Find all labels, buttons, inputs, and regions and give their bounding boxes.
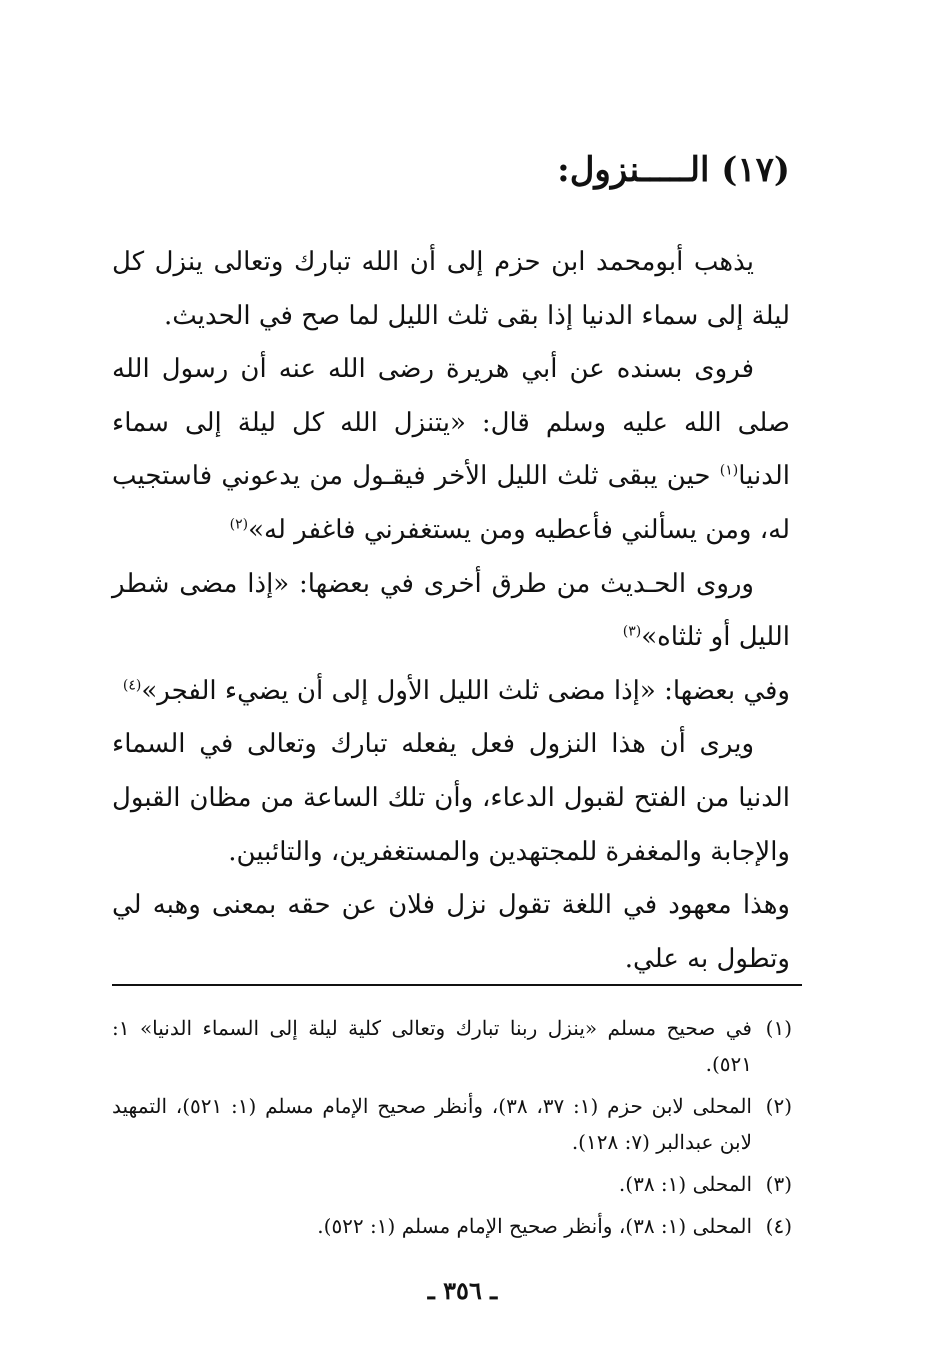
footnote-text: في صحيح مسلم «ينزل ربنا تبارك وتعالى كلية ليلة إلى السماء الدنيا» ١: ٥٢١).: [112, 1016, 752, 1076]
paragraph-2: [112, 343, 790, 557]
main-text: [112, 236, 790, 986]
footnotes: [112, 1010, 792, 1250]
footnote-number: (٣): [765, 1172, 792, 1196]
footnote-text: المحلى (١: ٣٨)، وأنظر صحيح الإمام مسلم (١: ٥٢٢).: [317, 1214, 752, 1238]
page-number: ـ ٣٥٦ ـ: [427, 1276, 498, 1305]
footnote-number: (٢): [765, 1094, 792, 1118]
footnote-4: [112, 1208, 792, 1244]
footnote-text: المحلى لابن حزم (١: ٣٧، ٣٨)، وأنظر صحيح الإمام مسلم (١: ٥٢١)، التمهيد لابن عبدالبر (٧: ١٢٨).: [112, 1094, 752, 1154]
footnote-number: (٤): [765, 1214, 792, 1238]
paragraph-3-text: وروى الحـديث من طرق أخرى في بعضها: «إذا مضى شطر الليل أو ثلثاه»: [112, 568, 790, 653]
paragraph-1: يذهب أبومحمد ابن حزم إلى أن الله تبارك وتعالى ينزل كل ليلة إلى سماء الدنيا إذا بقى ثلث الليل لما صح في الحديث.: [112, 247, 790, 331]
paragraph-4-text: وفي بعضها: «إذا مضى ثلث الليل الأول إلى أن يضيء الفجر»: [141, 675, 790, 706]
paragraph-6: وهذا معهود في اللغة تقول نزل فلان عن حقه بمعنى وهبه لي وتطول به علي.: [112, 890, 790, 974]
footnote-text: المحلى (١: ٣٨).: [618, 1172, 752, 1196]
footnote-1: [112, 1010, 792, 1082]
footnote-ref-3: (٣): [622, 623, 642, 640]
paragraph-2-text-b: حين يبقى ثلث الليل الأخر فيقـول من يدعوني فاستجيب له، ومن يسألني فأعطيه ومن يستغفرني فاغفر له»: [112, 461, 790, 545]
footnote-2: [112, 1088, 792, 1160]
paragraph-3: [112, 558, 790, 665]
section-heading: (١٧) الـــــنزول:: [557, 150, 790, 190]
paragraph-2-text-a: فروى بسنده عن أبي هريرة رضى الله عنه أن رسول الله صلى الله عليه وسلم قال: «يتنزل الله كل ليلة إلى سماء الدنيا: [112, 354, 790, 492]
footnote-number: (١): [765, 1016, 792, 1040]
paragraph-4: [112, 665, 790, 719]
footnote-divider: [112, 984, 802, 986]
footnote-ref-4: (٤): [122, 677, 142, 694]
footnote-ref-2: (٢): [229, 516, 249, 533]
paragraph-5: ويرى أن هذا النزول فعل يفعله تبارك وتعالى في السماء الدنيا من الفتح لقبول الدعاء، وأن تلك الساعة من مظان القبول والإجابة والمغفرة للمجتهدين والمستغفرين، والتائبين.: [112, 729, 790, 867]
footnote-3: [112, 1166, 792, 1202]
footnote-ref-1: (١): [719, 462, 739, 479]
page-body: [112, 140, 790, 986]
